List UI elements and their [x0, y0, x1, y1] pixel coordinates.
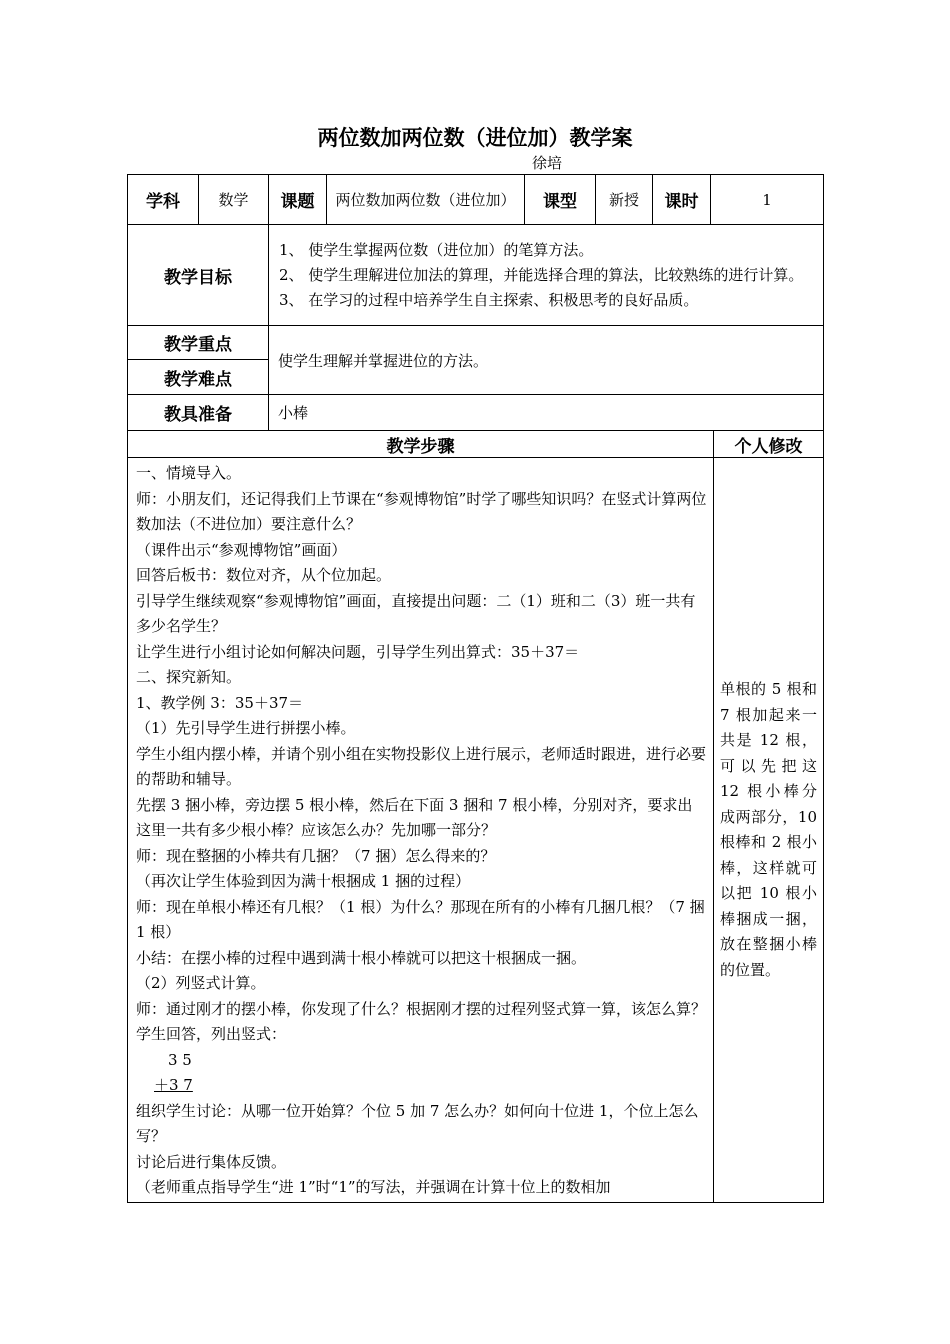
step-line: 师：通过刚才的摆小棒，你发现了什么？根据刚才摆的过程列竖式算一算，该怎么算？ [136, 999, 707, 1018]
topic-label: 课题 [269, 175, 327, 225]
step-line: 组织学生讨论：从哪一位开始算？个位 5 加 7 怎么办？如何向十位进 1，个位上怎么写？ [136, 1101, 699, 1145]
tools-label: 教具准备 [128, 395, 269, 431]
steps-header-row [128, 431, 824, 458]
key-row [128, 326, 824, 360]
tools-value: 小棒 [269, 395, 824, 431]
steps-header: 教学步骤 [128, 431, 714, 458]
step-line: 师：现在单根小棒还有几根？（1 根）为什么？那现在所有的小棒有几捆几根？（7 捆 1 根） [136, 897, 705, 941]
step-line: （老师重点指导学生“进 1”时“1”的写法，并强调在计算十位上的数相加 [136, 1178, 611, 1196]
steps-body-row [128, 458, 824, 1203]
step-line: 引导学生继续观察“参观博物馆”画面，直接提出问题：二（1）班和二（3）班一共有多少名学生？ [136, 591, 696, 635]
goals-row [128, 225, 824, 326]
type-label: 课型 [525, 175, 596, 225]
step-line: 学生小组内摆小棒，并请个别小组在实物投影仪上进行展示，老师适时跟进，进行必要的帮助和辅导。 [136, 744, 707, 788]
personal-note: 单根的 5 根和 7 根加起来一共是 12 根，可以先把这 12 根小棒分成两部分，10 根棒和 2 根小棒，这样就可以把 10 根小棒捆成一捆，放在整捆小棒的位置。 [720, 680, 817, 979]
step-line: 师：现在整捆的小棒共有几捆？（7 捆）怎么得来的？ [136, 846, 496, 865]
step-line: （课件出示“参观博物馆”画面） [136, 540, 347, 559]
step-line: 二、探究新知。 [136, 668, 242, 686]
tools-row [128, 395, 824, 431]
notes-header: 个人修改 [714, 431, 824, 458]
teaching-steps-table [127, 430, 824, 1203]
key-point-value: 使学生理解并掌握进位的方法。 [269, 326, 824, 395]
info-row [128, 175, 824, 225]
type-value: 新授 [596, 175, 653, 225]
goals-cell [269, 225, 824, 326]
difficult-point-label: 教学难点 [128, 360, 269, 395]
notes-cell [714, 458, 824, 1203]
topic-value: 两位数加两位数（进位加） [327, 175, 525, 225]
goal-item: 2、 使学生理解进位加法的算理，并能选择合理的算法，比较熟练的进行计算。 [279, 265, 804, 284]
vertical-calc-addend: ＋3 7 [154, 1076, 193, 1094]
goal-item: 3、 在学习的过程中培养学生自主探索、积极思考的良好品质。 [279, 290, 699, 309]
hours-value: 1 [711, 175, 824, 225]
step-line: 先摆 3 捆小棒，旁边摆 5 根小棒，然后在下面 3 捆和 7 根小棒，分别对齐，要求出这里一共有多少根小棒？应该怎么办？先加哪一部分？ [136, 795, 693, 839]
step-line: 学生回答，列出竖式： [136, 1025, 287, 1043]
vertical-calc-line2 [136, 1073, 707, 1099]
step-line: （再次让学生体验到因为满十根捆成 1 捆的过程） [136, 872, 471, 890]
goals-label: 教学目标 [128, 225, 269, 326]
step-line: 让学生进行小组讨论如何解决问题，引导学生列出算式：35＋37＝ [136, 642, 580, 661]
key-point-label: 教学重点 [128, 326, 269, 360]
step-line: 讨论后进行集体反馈。 [136, 1152, 287, 1171]
subject-label: 学科 [128, 175, 199, 225]
hours-label: 课时 [653, 175, 711, 225]
step-line: （1）先引导学生进行拼摆小棒。 [136, 719, 356, 737]
step-line: 回答后板书：数位对齐，从个位加起。 [136, 566, 392, 584]
steps-content [128, 458, 714, 1203]
step-line: 1、教学例 3：35＋37＝ [136, 693, 304, 712]
doc-title: 两位数加两位数（进位加）教学案 [317, 126, 633, 150]
subject-value: 数学 [199, 175, 269, 225]
step-line: （2）列竖式计算。 [136, 974, 266, 992]
goal-item: 1、 使学生掌握两位数（进位加）的笔算方法。 [279, 240, 594, 259]
step-line: 小结：在摆小棒的过程中遇到满十根小棒就可以把这十根捆成一捆。 [136, 948, 587, 967]
vertical-calc-line1: 3 5 [168, 1050, 192, 1069]
step-line: 师：小朋友们，还记得我们上节课在“参观博物馆”时学了哪些知识吗？在竖式计算两位数加法（不进位加）要注意什么？ [136, 489, 707, 533]
doc-author: 徐培 [532, 154, 563, 172]
lesson-info-table [127, 174, 824, 431]
step-line: 一、情境导入。 [136, 464, 242, 482]
